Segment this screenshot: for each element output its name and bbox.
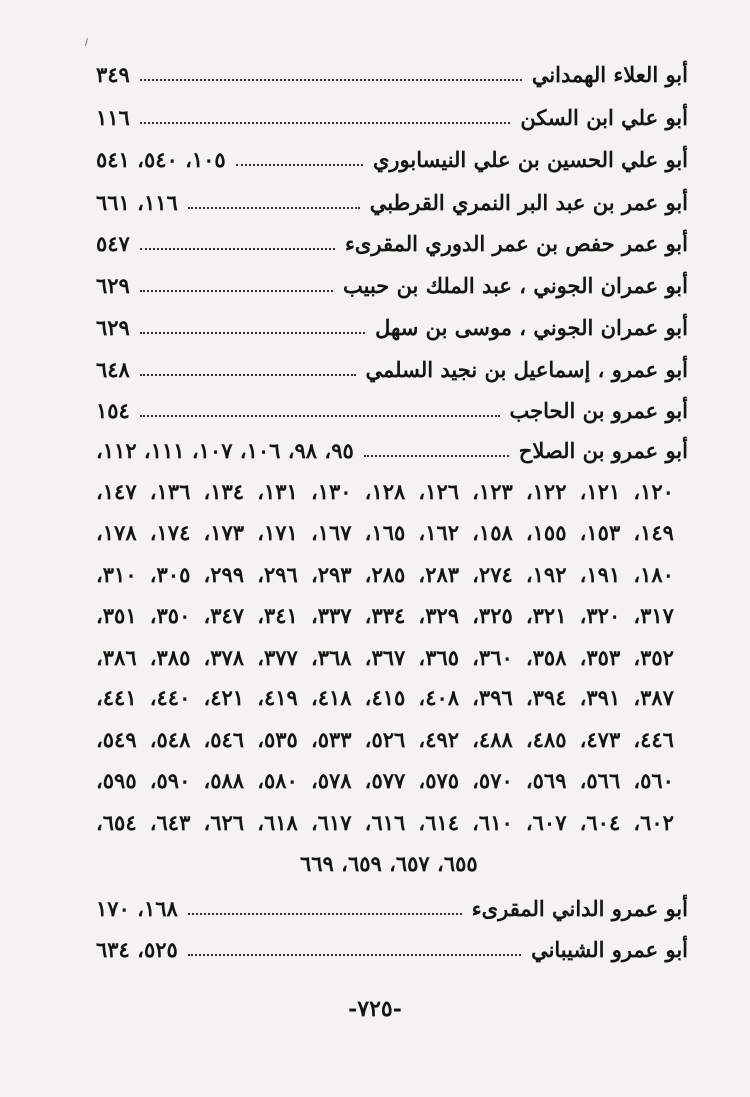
- index-entry: [96, 932, 688, 968]
- entry-name: أبو عمرو بن الحاجب: [509, 398, 688, 423]
- continuation-line: ٥٦٠، ٥٦٦، ٥٦٩، ٥٧٠، ٥٧٥، ٥٧٧، ٥٧٨، ٥٨٠، ٥٨٨، ٥٩٠، ٥٩٥،: [96, 768, 674, 793]
- margin-mark: [85, 38, 88, 46]
- dot-leader: [140, 415, 500, 417]
- entry-name: أبو عمر بن عبد البر النمري القرطبي: [369, 190, 688, 215]
- entry-pages: ٦٤٨: [96, 357, 130, 382]
- entry-name: أبو عمرو الداني المقرىء: [471, 896, 688, 921]
- dot-leader: [140, 290, 333, 292]
- dot-leader: [140, 332, 365, 334]
- index-entry: [96, 268, 688, 304]
- entry-name: أبو العلاء الهمداني: [531, 62, 688, 87]
- page-number: -٧٢٥-: [348, 996, 402, 1022]
- entry-name: أبو عمرو بن الصلاح: [518, 438, 688, 463]
- index-entry: [96, 393, 688, 429]
- entry-pages: ١٠٥، ٥٤٠، ٥٤١: [96, 147, 226, 172]
- entry-pages: ٥٤٧: [96, 231, 130, 256]
- entry-pages: ١٥٤: [96, 398, 130, 423]
- dot-leader: [188, 954, 521, 956]
- continuation-line: ٤٤٦، ٤٧٣، ٤٨٥، ٤٨٨، ٤٩٢، ٥٢٦، ٥٣٣، ٥٣٥، ٥٤٦، ٥٤٨، ٥٤٩،: [96, 727, 674, 752]
- entry-pages: ٩٥، ٩٨، ١٠٦، ١٠٧، ١١١، ١١٢،: [96, 438, 354, 463]
- entry-name: أبو عمران الجوني ، عبد الملك بن حبيب: [342, 273, 688, 298]
- index-entry: [96, 226, 688, 262]
- index-entry: [96, 142, 688, 178]
- index-entry: [96, 100, 688, 136]
- dot-leader: [188, 207, 360, 209]
- continuation-line: ٦٥٥، ٦٥٧، ٦٥٩، ٦٦٩: [300, 851, 478, 876]
- dot-leader: [140, 122, 510, 124]
- continuation-line: ١٤٩، ١٥٣، ١٥٥، ١٥٨، ١٦٢، ١٦٥، ١٦٧، ١٧١، ١٧٣، ١٧٤، ١٧٨،: [96, 520, 674, 545]
- continuation-line: ٣٥٢، ٣٥٣، ٣٥٨، ٣٦٠، ٣٦٥، ٣٦٧، ٣٦٨، ٣٧٧، ٣٧٨، ٣٨٥، ٣٨٦،: [96, 645, 674, 670]
- entry-pages: ٣٤٩: [96, 62, 130, 87]
- dot-leader: [140, 79, 522, 81]
- dot-leader: [364, 455, 509, 457]
- continuation-line: ١٢٠، ١٢١، ١٢٢، ١٢٣، ١٢٦، ١٢٨، ١٣٠، ١٣١، ١٣٤، ١٣٦، ١٤٧،: [96, 479, 674, 504]
- index-entry: [96, 185, 688, 221]
- entry-name: أبو عمرو الشيباني: [531, 937, 688, 962]
- continuation-line: ٦٠٢، ٦٠٤، ٦٠٧، ٦١٠، ٦١٤، ٦١٦، ٦١٧، ٦١٨، ٦٢٦، ٦٤٣، ٦٥٤،: [96, 810, 674, 835]
- index-entry: [96, 891, 688, 927]
- entry-pages: ١٦٨، ١٧٠: [96, 896, 178, 921]
- entry-pages: ٦٢٩: [96, 273, 130, 298]
- entry-pages: ١١٦: [96, 105, 130, 130]
- entry-name: أبو علي ابن السكن: [520, 105, 688, 130]
- dot-leader: [236, 164, 363, 166]
- index-entry: [96, 57, 688, 93]
- continuation-line: ٣٨٧، ٣٩١، ٣٩٤، ٣٩٦، ٤٠٨، ٤١٥، ٤١٨، ٤١٩، ٤٢١، ٤٤٠، ٤٤١،: [96, 685, 674, 710]
- index-entry: [96, 310, 688, 346]
- entry-pages: ٥٢٥، ٦٣٤: [96, 937, 178, 962]
- index-entry: [96, 433, 688, 469]
- dot-leader: [188, 913, 462, 915]
- entry-pages: ١١٦، ٦٦١: [96, 190, 178, 215]
- index-entry: [96, 352, 688, 388]
- entry-pages: ٦٢٩: [96, 315, 130, 340]
- continuation-line: ١٨٠، ١٩١، ١٩٢، ٢٧٤، ٢٨٣، ٢٨٥، ٢٩٣، ٢٩٦، ٢٩٩، ٣٠٥، ٣١٠،: [96, 562, 674, 587]
- entry-name: أبو عمرو ، إسماعيل بن نجيد السلمي: [365, 357, 688, 382]
- entry-name: أبو عمران الجوني ، موسى بن سهل: [375, 315, 688, 340]
- entry-name: أبو علي الحسين بن علي النيسابوري: [372, 147, 688, 172]
- dot-leader: [140, 248, 335, 250]
- continuation-line: ٣١٧، ٣٢٠، ٣٢١، ٣٢٥، ٣٢٩، ٣٣٤، ٣٣٧، ٣٤١، ٣٤٧، ٣٥٠، ٣٥١،: [96, 603, 674, 628]
- entry-name: أبو عمر حفص بن عمر الدوري المقرىء: [345, 231, 688, 256]
- dot-leader: [140, 374, 356, 376]
